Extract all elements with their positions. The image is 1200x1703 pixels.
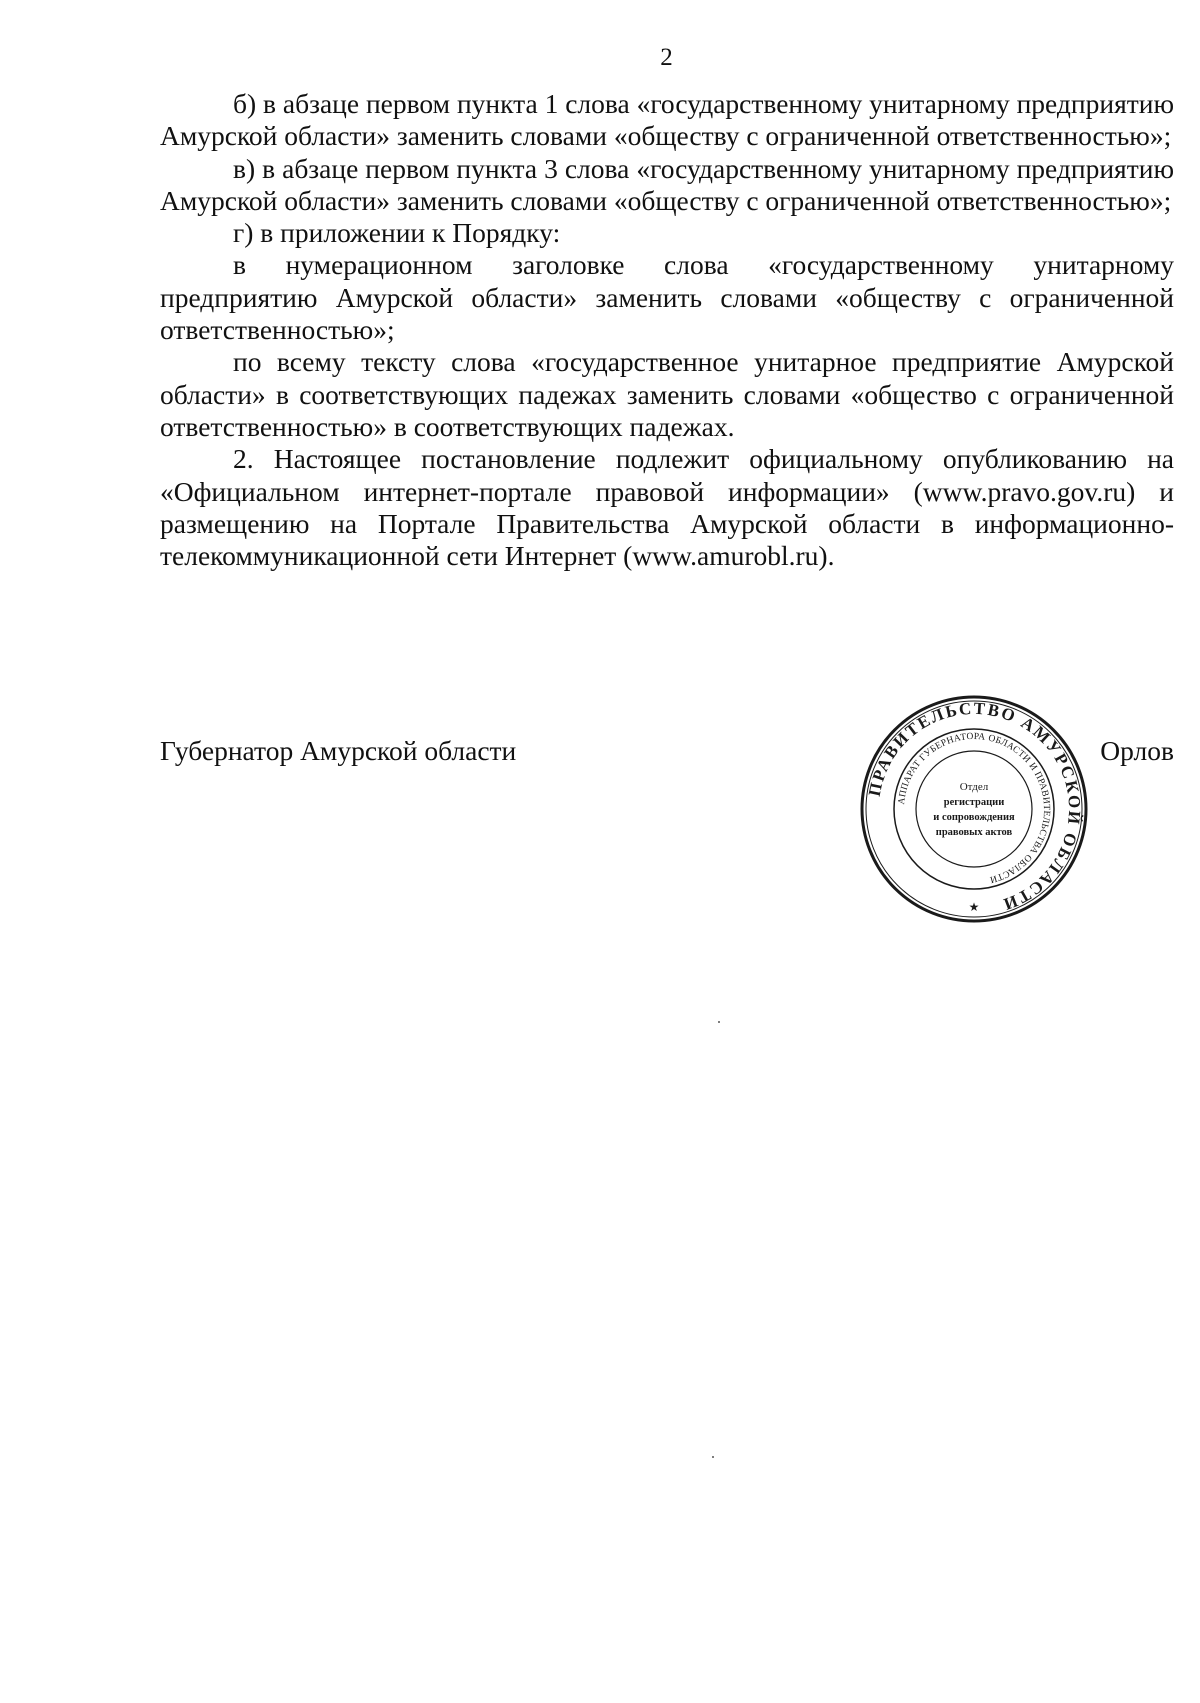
paragraph-g: г) в приложении к Порядку: bbox=[233, 217, 561, 249]
paragraph-v: в) в абзаце первом пункта 3 слова «государственному унитарному предприятию Амурской области» заменить словами «обществу с ограниченной ответственностью»; bbox=[160, 152, 1174, 216]
seal-center-line-2: регистрации bbox=[943, 797, 1005, 808]
signatory-position: Губернатор Амурской области bbox=[160, 735, 517, 766]
paragraph-publication: 2. Настоящее постановление подлежит официальному опубликованию на «Официальном интернет-портале правовой информации» (www.pravo.gov.ru) и размещению на Портале Правительства Амурской области в информационно-телекоммуникационной сети Интернет (www.amurobl.ru). bbox=[160, 443, 1174, 572]
seal-outer-ring-text: ПРАВИТЕЛЬСТВО АМУРСКОЙ ОБЛАСТИ bbox=[864, 698, 1085, 915]
seal-center-line-4: правовых актов bbox=[935, 827, 1013, 838]
paragraph-throughout-text: по всему тексту слова «государственное унитарное предприятие Амурской области» в соответствующих падежах заменить словами «общество с ограниченной ответственностью» в соответствующих падежах. bbox=[160, 346, 1174, 442]
svg-text:АППАРАТ ГУБЕРНАТОРА ОБЛАСТИ И bbox=[897, 732, 1051, 884]
scan-speck bbox=[712, 1456, 714, 1458]
seal-inner-ring-text: АППАРАТ ГУБЕРНАТОРА ОБЛАСТИ И ПРАВИТЕЛЬСТВА ОБЛАСТИ bbox=[897, 731, 1052, 885]
paragraph-b: б) в абзаце первом пункта 1 слова «государственному унитарному предприятию Амурской области» заменить словами «обществу с ограниченной ответственностью»; bbox=[160, 88, 1174, 152]
signatory-name: Орлов bbox=[1100, 735, 1174, 766]
official-seal bbox=[858, 693, 1090, 925]
document-body bbox=[160, 88, 1174, 572]
seal-center-line-1: Отдел bbox=[959, 781, 989, 793]
paragraph-numbering-header: в нумерационном заголовке слова «государственному унитарному предприятию Амурской области» заменить словами «обществу с ограниченной ответственностью»; bbox=[160, 249, 1174, 346]
seal-star-icon: ★ bbox=[968, 900, 980, 914]
scan-speck bbox=[718, 1021, 720, 1023]
page-number: 2 bbox=[660, 44, 673, 71]
seal-center-line-3: и сопровождения bbox=[933, 812, 1015, 823]
